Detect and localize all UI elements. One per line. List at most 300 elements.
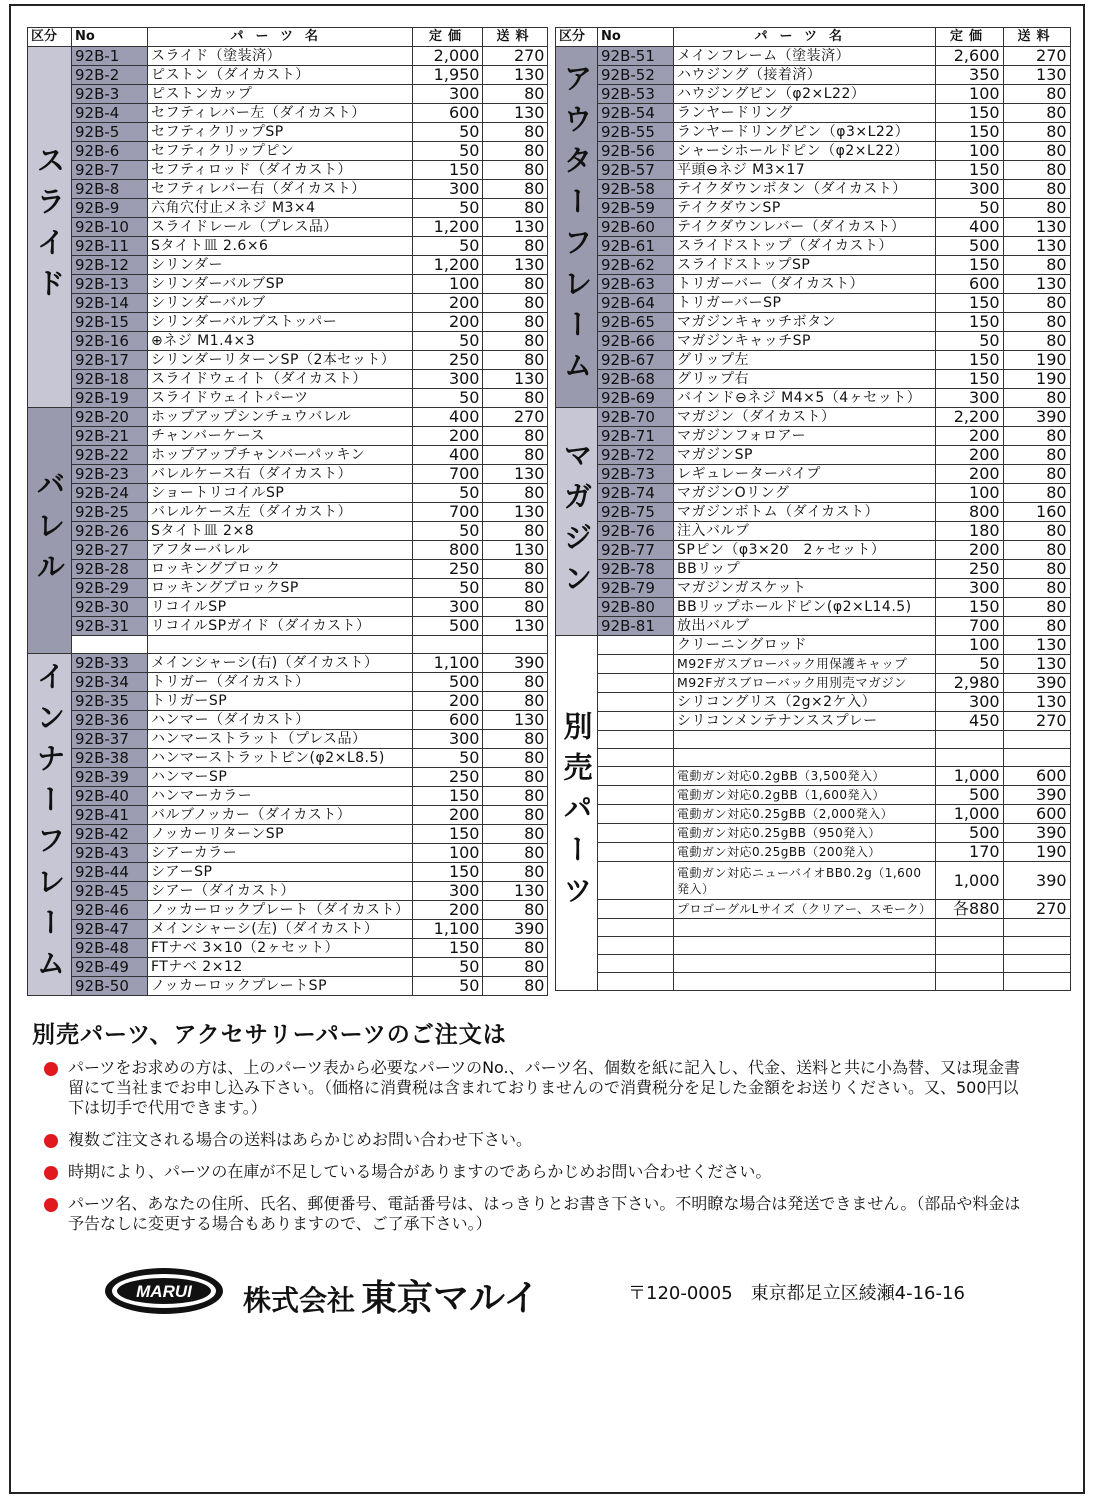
part-name: ハンマーカラー <box>148 787 413 806</box>
part-price: 200 <box>413 901 483 920</box>
part-price: 150 <box>413 825 483 844</box>
part-shipping: 80 <box>1003 560 1070 579</box>
category-text: 別売パーツ <box>559 710 594 916</box>
part-name: シャーシホールドピン（φ2×L22） <box>674 142 936 161</box>
part-name: ハウジング（接着済） <box>674 66 936 85</box>
part-name: ハンマーSP <box>148 768 413 787</box>
part-shipping: 80 <box>1003 142 1070 161</box>
part-shipping: 130 <box>483 503 548 522</box>
company-main-name: 東京マルイ <box>361 1278 540 1319</box>
part-shipping: 270 <box>1003 712 1070 731</box>
part-number: 92B-3 <box>72 85 148 104</box>
part-shipping: 80 <box>483 958 548 977</box>
part-price: 150 <box>935 351 1003 370</box>
part-number: 92B-26 <box>72 522 148 541</box>
part-number: 92B-81 <box>598 617 674 636</box>
part-number <box>598 955 674 973</box>
part-shipping: 80 <box>483 161 548 180</box>
part-price: 50 <box>413 332 483 351</box>
part-shipping: 80 <box>483 142 548 161</box>
table-row <box>28 863 548 882</box>
part-price: 300 <box>935 693 1003 712</box>
part-number: 92B-33 <box>72 654 148 673</box>
part-name <box>674 749 936 767</box>
part-price: 700 <box>935 617 1003 636</box>
part-shipping: 80 <box>483 844 548 863</box>
part-name: セフティレバー右（ダイカスト） <box>148 180 413 199</box>
table-row <box>28 294 548 313</box>
part-shipping: 80 <box>483 484 548 503</box>
part-shipping: 160 <box>1003 503 1070 522</box>
part-name: メインシャーシ(左)（ダイカスト） <box>148 920 413 939</box>
order-note <box>40 1194 1030 1234</box>
part-shipping: 190 <box>1003 370 1070 389</box>
table-row <box>28 256 548 275</box>
part-price: 50 <box>935 199 1003 218</box>
table-row <box>556 85 1071 104</box>
part-number <box>598 824 674 843</box>
part-name: シリンダーバルブストッパー <box>148 313 413 332</box>
part-name: マガジンSP <box>674 446 936 465</box>
table-row <box>28 787 548 806</box>
part-shipping: 80 <box>1003 180 1070 199</box>
part-shipping: 80 <box>1003 294 1070 313</box>
part-number: 92B-36 <box>72 711 148 730</box>
part-name: シリンダーバルブSP <box>148 275 413 294</box>
part-number: 92B-61 <box>598 237 674 256</box>
part-shipping: 270 <box>483 47 548 66</box>
part-number: 92B-79 <box>598 579 674 598</box>
part-shipping: 270 <box>1003 47 1070 66</box>
part-price: 50 <box>935 332 1003 351</box>
part-number: 92B-48 <box>72 939 148 958</box>
table-row <box>556 389 1071 408</box>
part-number: 92B-67 <box>598 351 674 370</box>
part-number: 92B-15 <box>72 313 148 332</box>
part-name: ホップアップシンチュウバレル <box>148 408 413 427</box>
part-name: スライドウェイト（ダイカスト） <box>148 370 413 389</box>
part-shipping <box>483 636 548 654</box>
part-shipping: 80 <box>1003 85 1070 104</box>
part-shipping: 80 <box>483 939 548 958</box>
part-number: 92B-16 <box>72 332 148 351</box>
table-row <box>28 749 548 768</box>
part-number <box>598 693 674 712</box>
part-shipping: 80 <box>1003 465 1070 484</box>
part-price: 200 <box>413 692 483 711</box>
part-number: 92B-12 <box>72 256 148 275</box>
part-number: 92B-13 <box>72 275 148 294</box>
part-name: バレルケース右（ダイカスト） <box>148 465 413 484</box>
table-row <box>28 598 548 617</box>
part-name: マガジンキャッチボタン <box>674 313 936 332</box>
table-row <box>28 237 548 256</box>
part-price: 500 <box>413 673 483 692</box>
part-number: 92B-27 <box>72 541 148 560</box>
part-name <box>148 636 413 654</box>
order-note-text: パーツ名、あなたの住所、氏名、郵便番号、電話番号は、はっきりとお書き下さい。不明瞭な場合は発送できません。（部品や料金は予告なしに変更する場合もありますので、ご了承下さい。） <box>68 1194 1021 1233</box>
part-price: 1,950 <box>413 66 483 85</box>
part-price: 700 <box>413 503 483 522</box>
part-shipping <box>1003 955 1070 973</box>
part-shipping: 80 <box>483 85 548 104</box>
part-number: 92B-43 <box>72 844 148 863</box>
part-price: 150 <box>935 294 1003 313</box>
table-row <box>556 541 1071 560</box>
part-price: 700 <box>413 465 483 484</box>
table-row <box>556 973 1071 991</box>
table-row <box>28 446 548 465</box>
part-number: 92B-44 <box>72 863 148 882</box>
part-name: リコイルSPガイド（ダイカスト） <box>148 617 413 636</box>
part-number: 92B-28 <box>72 560 148 579</box>
table-row <box>556 522 1071 541</box>
header-shipping: 送料 <box>483 28 548 47</box>
part-price: 300 <box>935 389 1003 408</box>
part-number <box>598 862 674 900</box>
part-price: 50 <box>413 142 483 161</box>
order-note-text: パーツをお求めの方は、上のパーツ表から必要なパーツのNo.、パーツ名、個数を紙に記入し、代金、送料と共に小為替、又は現金書留にて当社までお申し込み下さい。（価格に消費税は含まれておりませんので消費税分を足した金額をお送りください。又、500円以下は切手で代用できます。） <box>68 1058 1021 1117</box>
part-shipping: 80 <box>483 294 548 313</box>
part-shipping: 80 <box>1003 446 1070 465</box>
part-price: 300 <box>935 579 1003 598</box>
part-price: 100 <box>413 844 483 863</box>
part-name: グリップ右 <box>674 370 936 389</box>
part-name: 電動ガン対応0.25gBB（950発入） <box>674 824 936 843</box>
part-number <box>598 767 674 786</box>
part-name: テイクダウンSP <box>674 199 936 218</box>
part-shipping: 80 <box>483 977 548 996</box>
part-name: FTナベ 3×10（2ヶセット） <box>148 939 413 958</box>
table-row <box>28 806 548 825</box>
part-name: レギュレーターパイプ <box>674 465 936 484</box>
part-shipping: 130 <box>483 256 548 275</box>
part-number: 92B-78 <box>598 560 674 579</box>
part-price <box>935 937 1003 955</box>
part-name: ランヤードリング <box>674 104 936 123</box>
part-number: 92B-11 <box>72 237 148 256</box>
part-price: 150 <box>935 370 1003 389</box>
table-row <box>28 85 548 104</box>
part-name: マガジンガスケット <box>674 579 936 598</box>
table-row <box>28 730 548 749</box>
part-number: 92B-22 <box>72 446 148 465</box>
part-shipping: 130 <box>483 882 548 901</box>
table-row <box>556 900 1071 919</box>
part-price: 400 <box>413 408 483 427</box>
part-price: 2,000 <box>413 47 483 66</box>
part-number: 92B-71 <box>598 427 674 446</box>
table-row <box>28 332 548 351</box>
part-number: 92B-56 <box>598 142 674 161</box>
part-name: 電動ガン対応0.25gBB（2,000発入） <box>674 805 936 824</box>
part-name: マガジンキャッチSP <box>674 332 936 351</box>
part-shipping: 600 <box>1003 767 1070 786</box>
table-row <box>556 199 1071 218</box>
red-bullet-icon <box>44 1062 58 1076</box>
table-header <box>556 28 1071 47</box>
part-name: 注入バルブ <box>674 522 936 541</box>
order-note <box>40 1058 1030 1118</box>
part-price: 100 <box>935 85 1003 104</box>
part-number: 92B-8 <box>72 180 148 199</box>
table-row <box>556 351 1071 370</box>
part-name: スライドレール（プレス品） <box>148 218 413 237</box>
part-number: 92B-72 <box>598 446 674 465</box>
part-name: マガジンフォロアー <box>674 427 936 446</box>
part-name: メインフレーム（塗装済） <box>674 47 936 66</box>
part-shipping: 80 <box>483 863 548 882</box>
part-shipping: 130 <box>1003 693 1070 712</box>
red-bullet-icon <box>44 1166 58 1180</box>
part-price: 300 <box>413 180 483 199</box>
part-shipping: 80 <box>483 389 548 408</box>
part-price: 150 <box>935 104 1003 123</box>
part-name: トリガー（ダイカスト） <box>148 673 413 692</box>
table-row <box>556 937 1071 955</box>
part-number <box>598 636 674 655</box>
part-number: 92B-38 <box>72 749 148 768</box>
part-price: 200 <box>935 465 1003 484</box>
part-price: 50 <box>413 522 483 541</box>
part-number <box>72 636 148 654</box>
part-shipping: 80 <box>483 275 548 294</box>
part-number: 92B-75 <box>598 503 674 522</box>
table-row <box>28 275 548 294</box>
part-shipping: 80 <box>483 692 548 711</box>
company-name <box>243 1270 539 1321</box>
table-row <box>28 484 548 503</box>
header-part-name: パーツ名 <box>148 28 413 47</box>
part-name <box>674 973 936 991</box>
part-price: 200 <box>413 294 483 313</box>
table-row <box>556 408 1071 427</box>
category-label <box>556 408 598 636</box>
category-label <box>556 47 598 408</box>
order-note-text: 時期により、パーツの在庫が不足している場合がありますのであらかじめお問い合わせください。 <box>68 1162 772 1181</box>
part-number: 92B-7 <box>72 161 148 180</box>
part-shipping: 80 <box>483 598 548 617</box>
part-price: 500 <box>413 617 483 636</box>
table-row <box>556 142 1071 161</box>
part-shipping: 130 <box>1003 275 1070 294</box>
part-name: ハウジングピン（φ2×L22） <box>674 85 936 104</box>
header-category: 区分 <box>556 28 598 47</box>
header-price: 定価 <box>413 28 483 47</box>
part-shipping: 390 <box>1003 824 1070 843</box>
table-row <box>28 142 548 161</box>
part-price: 200 <box>935 541 1003 560</box>
part-shipping: 390 <box>483 654 548 673</box>
part-number <box>598 786 674 805</box>
part-name: 平頭⊖ネジ M3×17 <box>674 161 936 180</box>
part-name: シアーSP <box>148 863 413 882</box>
part-price: 300 <box>935 180 1003 199</box>
table-row <box>28 541 548 560</box>
part-price: 800 <box>413 541 483 560</box>
part-name: Sタイト皿 2.6×6 <box>148 237 413 256</box>
part-price: 200 <box>935 446 1003 465</box>
table-row <box>556 560 1071 579</box>
part-number: 92B-73 <box>598 465 674 484</box>
part-shipping: 80 <box>483 787 548 806</box>
part-shipping: 130 <box>1003 66 1070 85</box>
table-row <box>28 920 548 939</box>
part-shipping: 80 <box>483 673 548 692</box>
category-text: スライド <box>32 145 67 309</box>
part-shipping: 80 <box>483 768 548 787</box>
part-name: セフティロッド（ダイカスト） <box>148 161 413 180</box>
part-name: トリガーバーSP <box>674 294 936 313</box>
part-price: 50 <box>413 977 483 996</box>
table-row <box>556 313 1071 332</box>
table-row <box>28 844 548 863</box>
part-number: 92B-20 <box>72 408 148 427</box>
table-row <box>556 332 1071 351</box>
part-shipping: 390 <box>1003 674 1070 693</box>
part-price: 400 <box>935 218 1003 237</box>
part-number: 92B-6 <box>72 142 148 161</box>
part-number: 92B-76 <box>598 522 674 541</box>
part-shipping <box>1003 937 1070 955</box>
part-price: 100 <box>935 636 1003 655</box>
table-row <box>28 465 548 484</box>
part-number: 92B-66 <box>598 332 674 351</box>
part-number: 92B-37 <box>72 730 148 749</box>
part-number <box>598 655 674 674</box>
company-footer <box>103 1262 1023 1322</box>
table-row <box>556 256 1071 275</box>
part-price: 50 <box>413 749 483 768</box>
part-price: 150 <box>413 863 483 882</box>
part-name <box>674 937 936 955</box>
part-name: M92Fガスブローバック用保護キャップ <box>674 655 936 674</box>
part-number: 92B-54 <box>598 104 674 123</box>
part-name: ノッカーロックプレートSP <box>148 977 413 996</box>
table-row <box>556 370 1071 389</box>
part-name: セフティレバー左（ダイカスト） <box>148 104 413 123</box>
part-price: 50 <box>413 123 483 142</box>
part-shipping: 130 <box>483 711 548 730</box>
part-price: 150 <box>935 313 1003 332</box>
table-row <box>28 522 548 541</box>
part-price: 600 <box>413 104 483 123</box>
part-price: 250 <box>413 351 483 370</box>
part-price: 各880 <box>935 900 1003 919</box>
part-name: 電動ガン対応0.25gBB（200発入） <box>674 843 936 862</box>
part-shipping: 80 <box>483 806 548 825</box>
part-shipping: 130 <box>1003 237 1070 256</box>
part-number: 92B-69 <box>598 389 674 408</box>
table-row <box>28 560 548 579</box>
part-shipping <box>1003 919 1070 937</box>
part-shipping: 270 <box>1003 900 1070 919</box>
parts-table-right <box>555 27 1071 991</box>
part-number <box>598 900 674 919</box>
part-shipping: 80 <box>1003 332 1070 351</box>
part-name: マガジンボトム（ダイカスト） <box>674 503 936 522</box>
part-name: FTナベ 2×12 <box>148 958 413 977</box>
part-name: テイクダウンボタン（ダイカスト） <box>674 180 936 199</box>
category-text: バレル <box>32 469 67 592</box>
part-shipping: 80 <box>483 427 548 446</box>
part-number: 92B-58 <box>598 180 674 199</box>
table-row <box>28 313 548 332</box>
part-name: シアー（ダイカスト） <box>148 882 413 901</box>
part-number: 92B-49 <box>72 958 148 977</box>
table-row <box>556 47 1071 66</box>
part-shipping: 80 <box>1003 598 1070 617</box>
table-row <box>28 370 548 389</box>
table-row <box>28 408 548 427</box>
part-name: シリンダーバルブ <box>148 294 413 313</box>
part-name: ノッカーリターンSP <box>148 825 413 844</box>
table-row <box>556 919 1071 937</box>
company-address: 〒120-0005 東京都足立区綾瀬4-16-16 <box>628 1283 965 1304</box>
part-name: シリンダーリターンSP（2本セット） <box>148 351 413 370</box>
table-row <box>28 579 548 598</box>
part-price: 600 <box>413 711 483 730</box>
part-name <box>674 731 936 749</box>
part-price: 2,980 <box>935 674 1003 693</box>
part-number: 92B-5 <box>72 123 148 142</box>
part-shipping: 80 <box>1003 579 1070 598</box>
part-price: 50 <box>413 484 483 503</box>
table-row <box>556 955 1071 973</box>
part-price: 200 <box>413 313 483 332</box>
part-shipping: 80 <box>1003 389 1070 408</box>
table-row <box>28 427 548 446</box>
part-price: 150 <box>413 787 483 806</box>
part-price: 50 <box>413 389 483 408</box>
part-shipping: 80 <box>1003 123 1070 142</box>
part-shipping: 80 <box>483 749 548 768</box>
table-row <box>556 66 1071 85</box>
part-price: 100 <box>413 275 483 294</box>
category-text: インナーフレーム <box>32 660 67 989</box>
part-shipping: 80 <box>483 332 548 351</box>
part-price: 200 <box>413 806 483 825</box>
part-name: グリップ左 <box>674 351 936 370</box>
table-row <box>556 237 1071 256</box>
table-row <box>556 218 1071 237</box>
part-shipping: 80 <box>483 560 548 579</box>
part-name: ロッキングブロックSP <box>148 579 413 598</box>
part-shipping: 130 <box>483 541 548 560</box>
part-name: スライドウェイトパーツ <box>148 389 413 408</box>
part-shipping: 80 <box>1003 522 1070 541</box>
part-name <box>674 919 936 937</box>
part-price: 450 <box>935 712 1003 731</box>
part-shipping: 600 <box>1003 805 1070 824</box>
part-price: 2,200 <box>935 408 1003 427</box>
table-row <box>556 824 1071 843</box>
table-row <box>28 218 548 237</box>
part-number: 92B-30 <box>72 598 148 617</box>
part-number: 92B-47 <box>72 920 148 939</box>
table-row <box>28 711 548 730</box>
table-row <box>28 389 548 408</box>
part-number: 92B-80 <box>598 598 674 617</box>
part-number <box>598 731 674 749</box>
part-name: M92Fガスブローバック用別売マガジン <box>674 674 936 693</box>
table-row <box>556 693 1071 712</box>
part-price: 300 <box>413 730 483 749</box>
part-name: ショートリコイルSP <box>148 484 413 503</box>
part-number <box>598 749 674 767</box>
part-number <box>598 919 674 937</box>
table-row <box>556 180 1071 199</box>
